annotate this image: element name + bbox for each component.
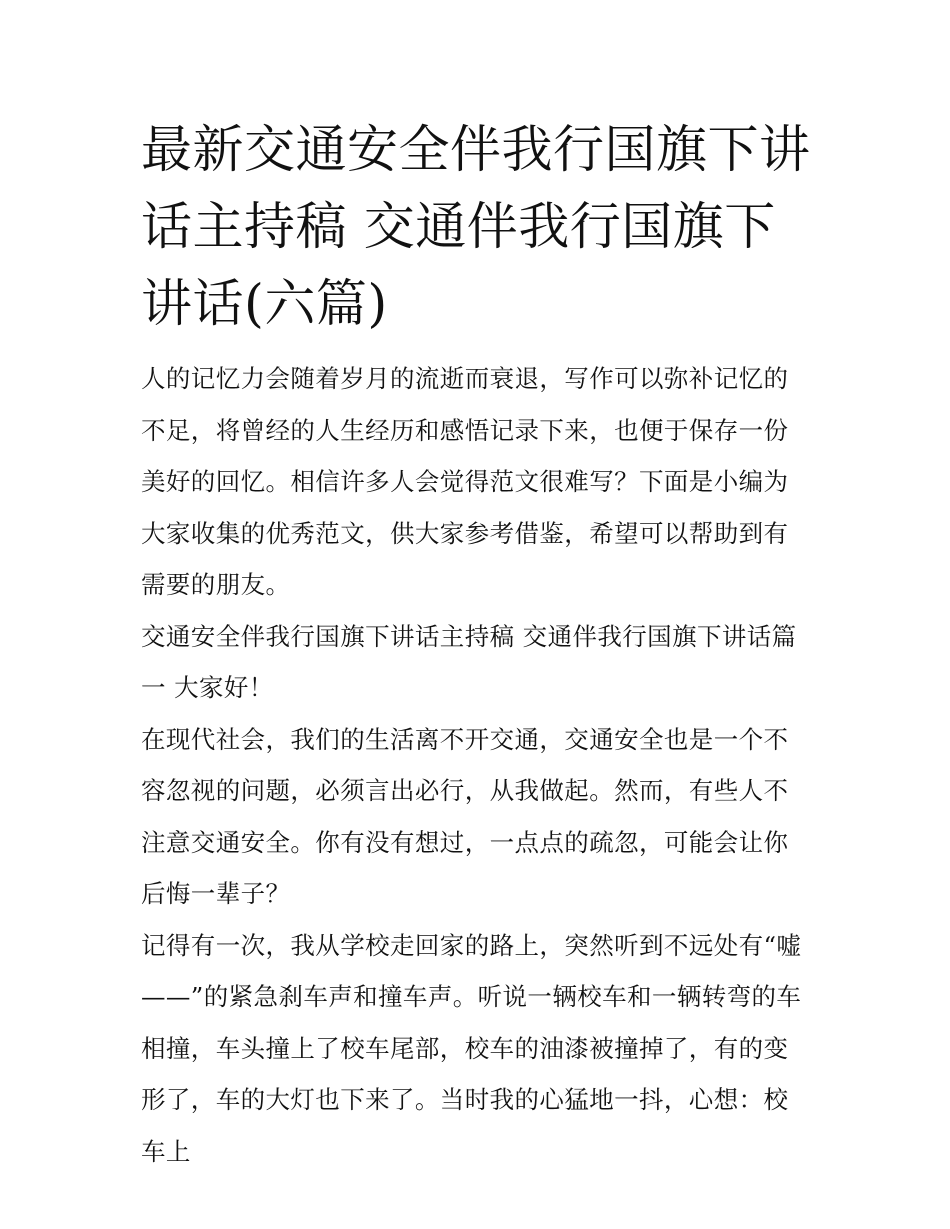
body-paragraph: 记得有一次，我从学校走回家的路上，突然听到不远处有“嘘——”的紧急刹车声和撞车声。听说一辆校车和一辆转弯的车相撞，车头撞上了校车尾部，校车的油漆被撞掉了，有的变形了，车的大灯也下来了。当时我的心猛地一抖，心想：校车上 — [141, 930, 802, 1166]
document-page — [141, 112, 813, 1177]
intro-paragraph: 人的记忆力会随着岁月的流逝而衰退，写作可以弥补记忆的不足，将曾经的人生经历和感悟记录下来，也便于保存一份美好的回忆。相信许多人会觉得范文很难写？下面是小编为大家收集的优秀范文，供大家参考借鉴，希望可以帮助到有需要的朋友。 — [141, 364, 789, 599]
document-title: 最新交通安全伴我行国旗下讲话主持稿 交通伴我行国旗下讲话(六篇) — [141, 121, 811, 334]
section-heading-paragraph: 交通安全伴我行国旗下讲话主持稿 交通伴我行国旗下讲话篇一 大家好！ — [141, 621, 797, 702]
body-paragraph: 在现代社会，我们的生活离不开交通，交通安全也是一个不容忽视的问题，必须言出必行，从我做起。然而，有些人不注意交通安全。你有没有想过，一点点的疏忽，可能会让你后悔一辈子？ — [141, 724, 789, 908]
